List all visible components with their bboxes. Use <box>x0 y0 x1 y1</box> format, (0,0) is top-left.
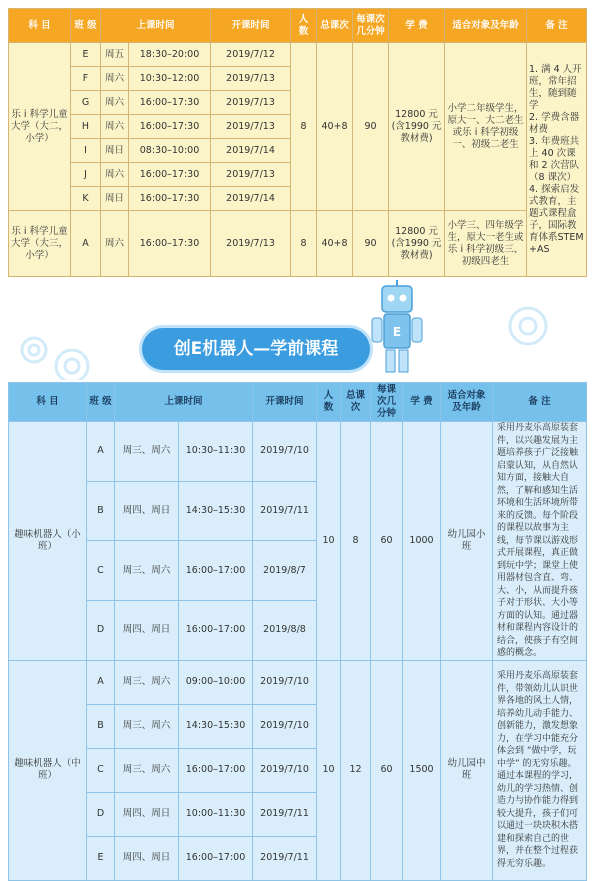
header-time: 上课时间 <box>101 9 211 43</box>
header-fee: 学 费 <box>389 9 445 43</box>
header-count: 人 数 <box>317 383 341 422</box>
time-cell: 14:30–15:30 <box>179 704 253 748</box>
day-cell: 周三、周六 <box>115 748 179 792</box>
start-cell: 2019/7/10 <box>253 748 317 792</box>
robot-icon <box>372 280 422 372</box>
header-class: 班 级 <box>87 383 115 422</box>
day-cell: 周三、周六 <box>115 541 179 601</box>
schedule-table-science <box>8 8 587 277</box>
class-cell: I <box>71 139 101 163</box>
sessions-cell: 8 <box>341 422 371 661</box>
start-cell: 2019/7/11 <box>253 792 317 836</box>
target-cell: 幼儿园小班 <box>441 422 493 661</box>
time-cell: 16:00–17:00 <box>179 541 253 601</box>
subject-cell: 乐 i 科学儿童大学（大二，小学） <box>9 43 71 211</box>
time-cell: 16:00–17:30 <box>129 115 211 139</box>
class-cell: C <box>87 748 115 792</box>
header-sessions: 总课次 <box>317 9 353 43</box>
day-cell: 周三、周六 <box>115 422 179 482</box>
start-cell: 2019/7/13 <box>211 211 291 277</box>
minutes-cell: 60 <box>371 660 403 880</box>
count-cell: 10 <box>317 660 341 880</box>
start-cell: 2019/7/13 <box>211 91 291 115</box>
subject-cell: 乐 i 科学儿童大学（大三，小学） <box>9 211 71 277</box>
class-cell: E <box>87 836 115 880</box>
header-sessions: 总课次 <box>341 383 371 422</box>
subject-cell: 趣味机器人（中班） <box>9 660 87 880</box>
start-cell: 2019/7/10 <box>253 422 317 482</box>
class-cell: G <box>71 91 101 115</box>
day-cell: 周四、周日 <box>115 836 179 880</box>
header-count: 人 数 <box>291 9 317 43</box>
subject-cell: 趣味机器人（小班） <box>9 422 87 661</box>
sessions-cell: 40+8 <box>317 43 353 211</box>
header-note: 备 注 <box>527 9 587 43</box>
schedule-table-robot <box>8 382 587 881</box>
class-cell: F <box>71 67 101 91</box>
count-cell: 8 <box>291 43 317 211</box>
class-cell: E <box>71 43 101 67</box>
day-cell: 周六 <box>101 163 129 187</box>
day-cell: 周六 <box>101 115 129 139</box>
day-cell: 周四、周日 <box>115 600 179 660</box>
table-header-row <box>9 9 587 43</box>
sessions-cell: 12 <box>341 660 371 880</box>
banner-title: 创E机器人—学前课程 <box>173 339 339 359</box>
target-cell: 小学三、四年级学生，原大一老生或乐 i 科学初级三、初级四老生 <box>445 211 527 277</box>
day-cell: 周六 <box>101 211 129 277</box>
start-cell: 2019/7/11 <box>253 481 317 541</box>
day-cell: 周日 <box>101 139 129 163</box>
sessions-cell: 40+8 <box>317 211 353 277</box>
note-cell: 1. 满 4 人开班，常年招生，随到随学 2. 学费含器材费 3. 年费班共上 40 次课和 2 次营队（8 课次） 4. 探索启发式教育，主题式课程盒子，国际教育体系STEM+AS <box>527 43 587 277</box>
start-cell: 2019/7/14 <box>211 139 291 163</box>
minutes-cell: 90 <box>353 211 389 277</box>
time-cell: 16:00–17:30 <box>129 187 211 211</box>
note-cell: 采用丹麦乐高原装套件，带领幼儿认识世界各地的风土人情，培养幼儿动手能力、创新能力，激发想象力，在学习中能充分体会到 “做中学，玩中学” 的无穷乐趣。通过本课程的学习，幼儿的学习热情、创造力与协作能力得到较大提升，孩子们可以通过一块块积木搭建和探索自己的世界，并在整个过程获得无穷乐趣。 <box>493 660 587 880</box>
header-start: 开课时间 <box>253 383 317 422</box>
time-cell: 16:00–17:30 <box>129 211 211 277</box>
header-fee: 学 费 <box>403 383 441 422</box>
class-cell: A <box>87 422 115 482</box>
day-cell: 周五 <box>101 43 129 67</box>
robot-letter: E <box>392 325 402 339</box>
start-cell: 2019/7/11 <box>253 836 317 880</box>
time-cell: 09:00–10:00 <box>179 660 253 704</box>
class-cell: B <box>87 704 115 748</box>
table-row <box>9 43 587 67</box>
note-cell: 采用丹麦乐高原装套件，以兴趣发展为主题培养孩子广泛接触启蒙认知，从自然认知方面，接触大自然，了解和感知生活环境和生活环境所带来的反馈。每个阶段的课程以故事为主线，每节课以游戏形式开展课程，真正做到玩中学；课堂上使用器材包含直、弯、大、小，从而提升孩子对于形状、大小等方面的认知。通过器材和课程内容设计的结合，使孩子有空间感的概念。 <box>493 422 587 661</box>
day-cell: 周六 <box>101 91 129 115</box>
time-cell: 10:30–12:00 <box>129 67 211 91</box>
minutes-cell: 90 <box>353 43 389 211</box>
day-cell: 周四、周日 <box>115 481 179 541</box>
table-row <box>9 422 587 482</box>
table-row <box>9 211 587 277</box>
time-cell: 16:00–17:00 <box>179 600 253 660</box>
fee-cell: 1000 <box>403 422 441 661</box>
start-cell: 2019/8/8 <box>253 600 317 660</box>
header-target: 适合对象及年龄 <box>441 383 493 422</box>
day-cell: 周四、周日 <box>115 792 179 836</box>
start-cell: 2019/7/10 <box>253 704 317 748</box>
table-row <box>9 660 587 704</box>
day-cell: 周三、周六 <box>115 660 179 704</box>
minutes-cell: 60 <box>371 422 403 661</box>
time-cell: 10:00–11:30 <box>179 792 253 836</box>
start-cell: 2019/7/13 <box>211 163 291 187</box>
header-time: 上课时间 <box>115 383 253 422</box>
fee-cell: 12800 元(含1990 元教材费) <box>389 211 445 277</box>
class-cell: H <box>71 115 101 139</box>
header-class: 班 级 <box>71 9 101 43</box>
start-cell: 2019/7/13 <box>211 67 291 91</box>
header-subject: 科 目 <box>9 9 71 43</box>
target-cell: 幼儿园中班 <box>441 660 493 880</box>
class-cell: A <box>87 660 115 704</box>
day-cell: 周日 <box>101 187 129 211</box>
fee-cell: 1500 <box>403 660 441 880</box>
class-cell: B <box>87 481 115 541</box>
class-cell: D <box>87 792 115 836</box>
time-cell: 16:00–17:30 <box>129 91 211 115</box>
time-cell: 16:00–17:30 <box>129 163 211 187</box>
day-cell: 周三、周六 <box>115 704 179 748</box>
start-cell: 2019/7/10 <box>253 660 317 704</box>
time-cell: 08:30–10:00 <box>129 139 211 163</box>
count-cell: 10 <box>317 422 341 661</box>
class-cell: D <box>87 600 115 660</box>
start-cell: 2019/8/7 <box>253 541 317 601</box>
target-cell: 小学二年级学生，原大一、大二老生或乐 i 科学初级一、初级二老生 <box>445 43 527 211</box>
header-start: 开课时间 <box>211 9 291 43</box>
start-cell: 2019/7/13 <box>211 115 291 139</box>
time-cell: 14:30–15:30 <box>179 481 253 541</box>
table-header-row <box>9 383 587 422</box>
time-cell: 16:00–17:00 <box>179 836 253 880</box>
start-cell: 2019/7/14 <box>211 187 291 211</box>
header-subject: 科 目 <box>9 383 87 422</box>
day-cell: 周六 <box>101 67 129 91</box>
start-cell: 2019/7/12 <box>211 43 291 67</box>
header-minutes: 每课次几分钟 <box>371 383 403 422</box>
header-note: 备 注 <box>493 383 587 422</box>
time-cell: 10:30–11:30 <box>179 422 253 482</box>
header-minutes: 每课次几分钟 <box>353 9 389 43</box>
header-target: 适合对象及年龄 <box>445 9 527 43</box>
class-cell: C <box>87 541 115 601</box>
time-cell: 16:00–17:00 <box>179 748 253 792</box>
class-cell: K <box>71 187 101 211</box>
count-cell: 8 <box>291 211 317 277</box>
fee-cell: 12800 元(含1990 元教材费) <box>389 43 445 211</box>
class-cell: A <box>71 211 101 277</box>
time-cell: 18:30–20:00 <box>129 43 211 67</box>
class-cell: J <box>71 163 101 187</box>
